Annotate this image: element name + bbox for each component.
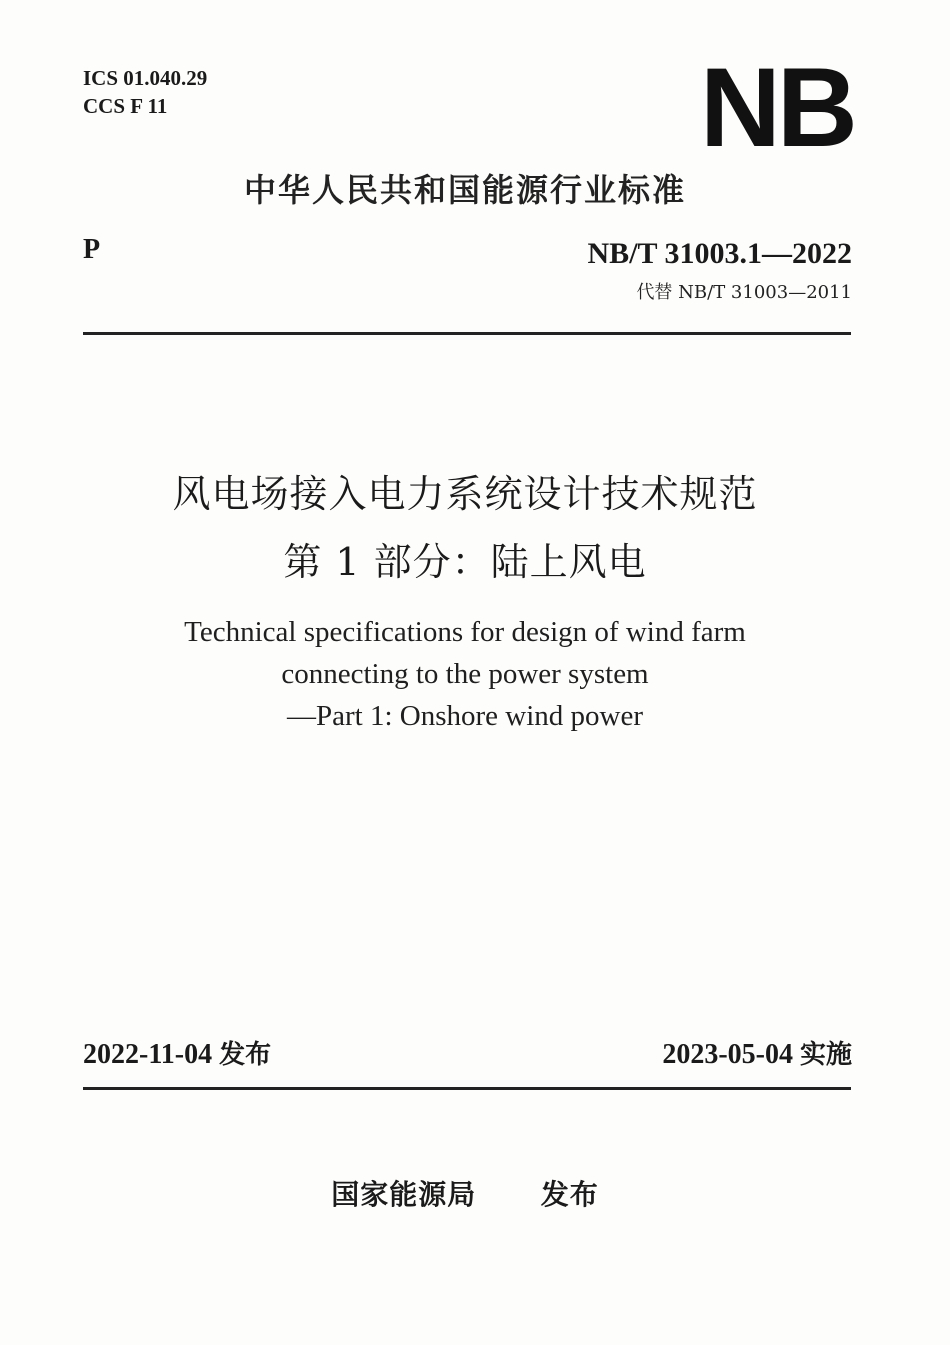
implement-label: 实施 <box>799 1040 852 1070</box>
implement-date-block <box>662 1037 852 1073</box>
top-divider <box>83 332 851 335</box>
title-english-line-1: Technical specifications for design of wind farm <box>184 616 746 648</box>
bottom-divider <box>83 1087 851 1090</box>
issue-date-block <box>83 1037 271 1073</box>
issue-label: 发布 <box>219 1040 272 1070</box>
publisher-line <box>0 1175 950 1215</box>
publish-label: 发布 <box>540 1178 599 1211</box>
issue-date: 2022-11-04 <box>83 1039 213 1070</box>
title-english-line-3: —Part 1: Onshore wind power <box>286 700 643 732</box>
publisher-name: 国家能源局 <box>331 1178 477 1211</box>
nb-logo: NB <box>700 45 854 170</box>
title-english-line-2: connecting to the power system <box>281 658 649 690</box>
title-chinese-line-1: 风电场接入电力系统设计技术规范 <box>172 472 758 516</box>
standard-number: NB/T 31003.1—2022 <box>587 237 852 270</box>
category-code: P <box>83 234 101 265</box>
ccs-code: CCS F 11 <box>83 94 168 118</box>
title-chinese-line-2: 第 1 部分：陆上风电 <box>283 540 647 584</box>
ics-code: ICS 01.040.29 <box>83 66 208 90</box>
industry-standard-heading: 中华人民共和国能源行业标准 <box>243 171 686 209</box>
replaces-standard: 代替 NB/T 31003—2011 <box>636 282 852 303</box>
implement-date: 2023-05-04 <box>662 1039 793 1070</box>
